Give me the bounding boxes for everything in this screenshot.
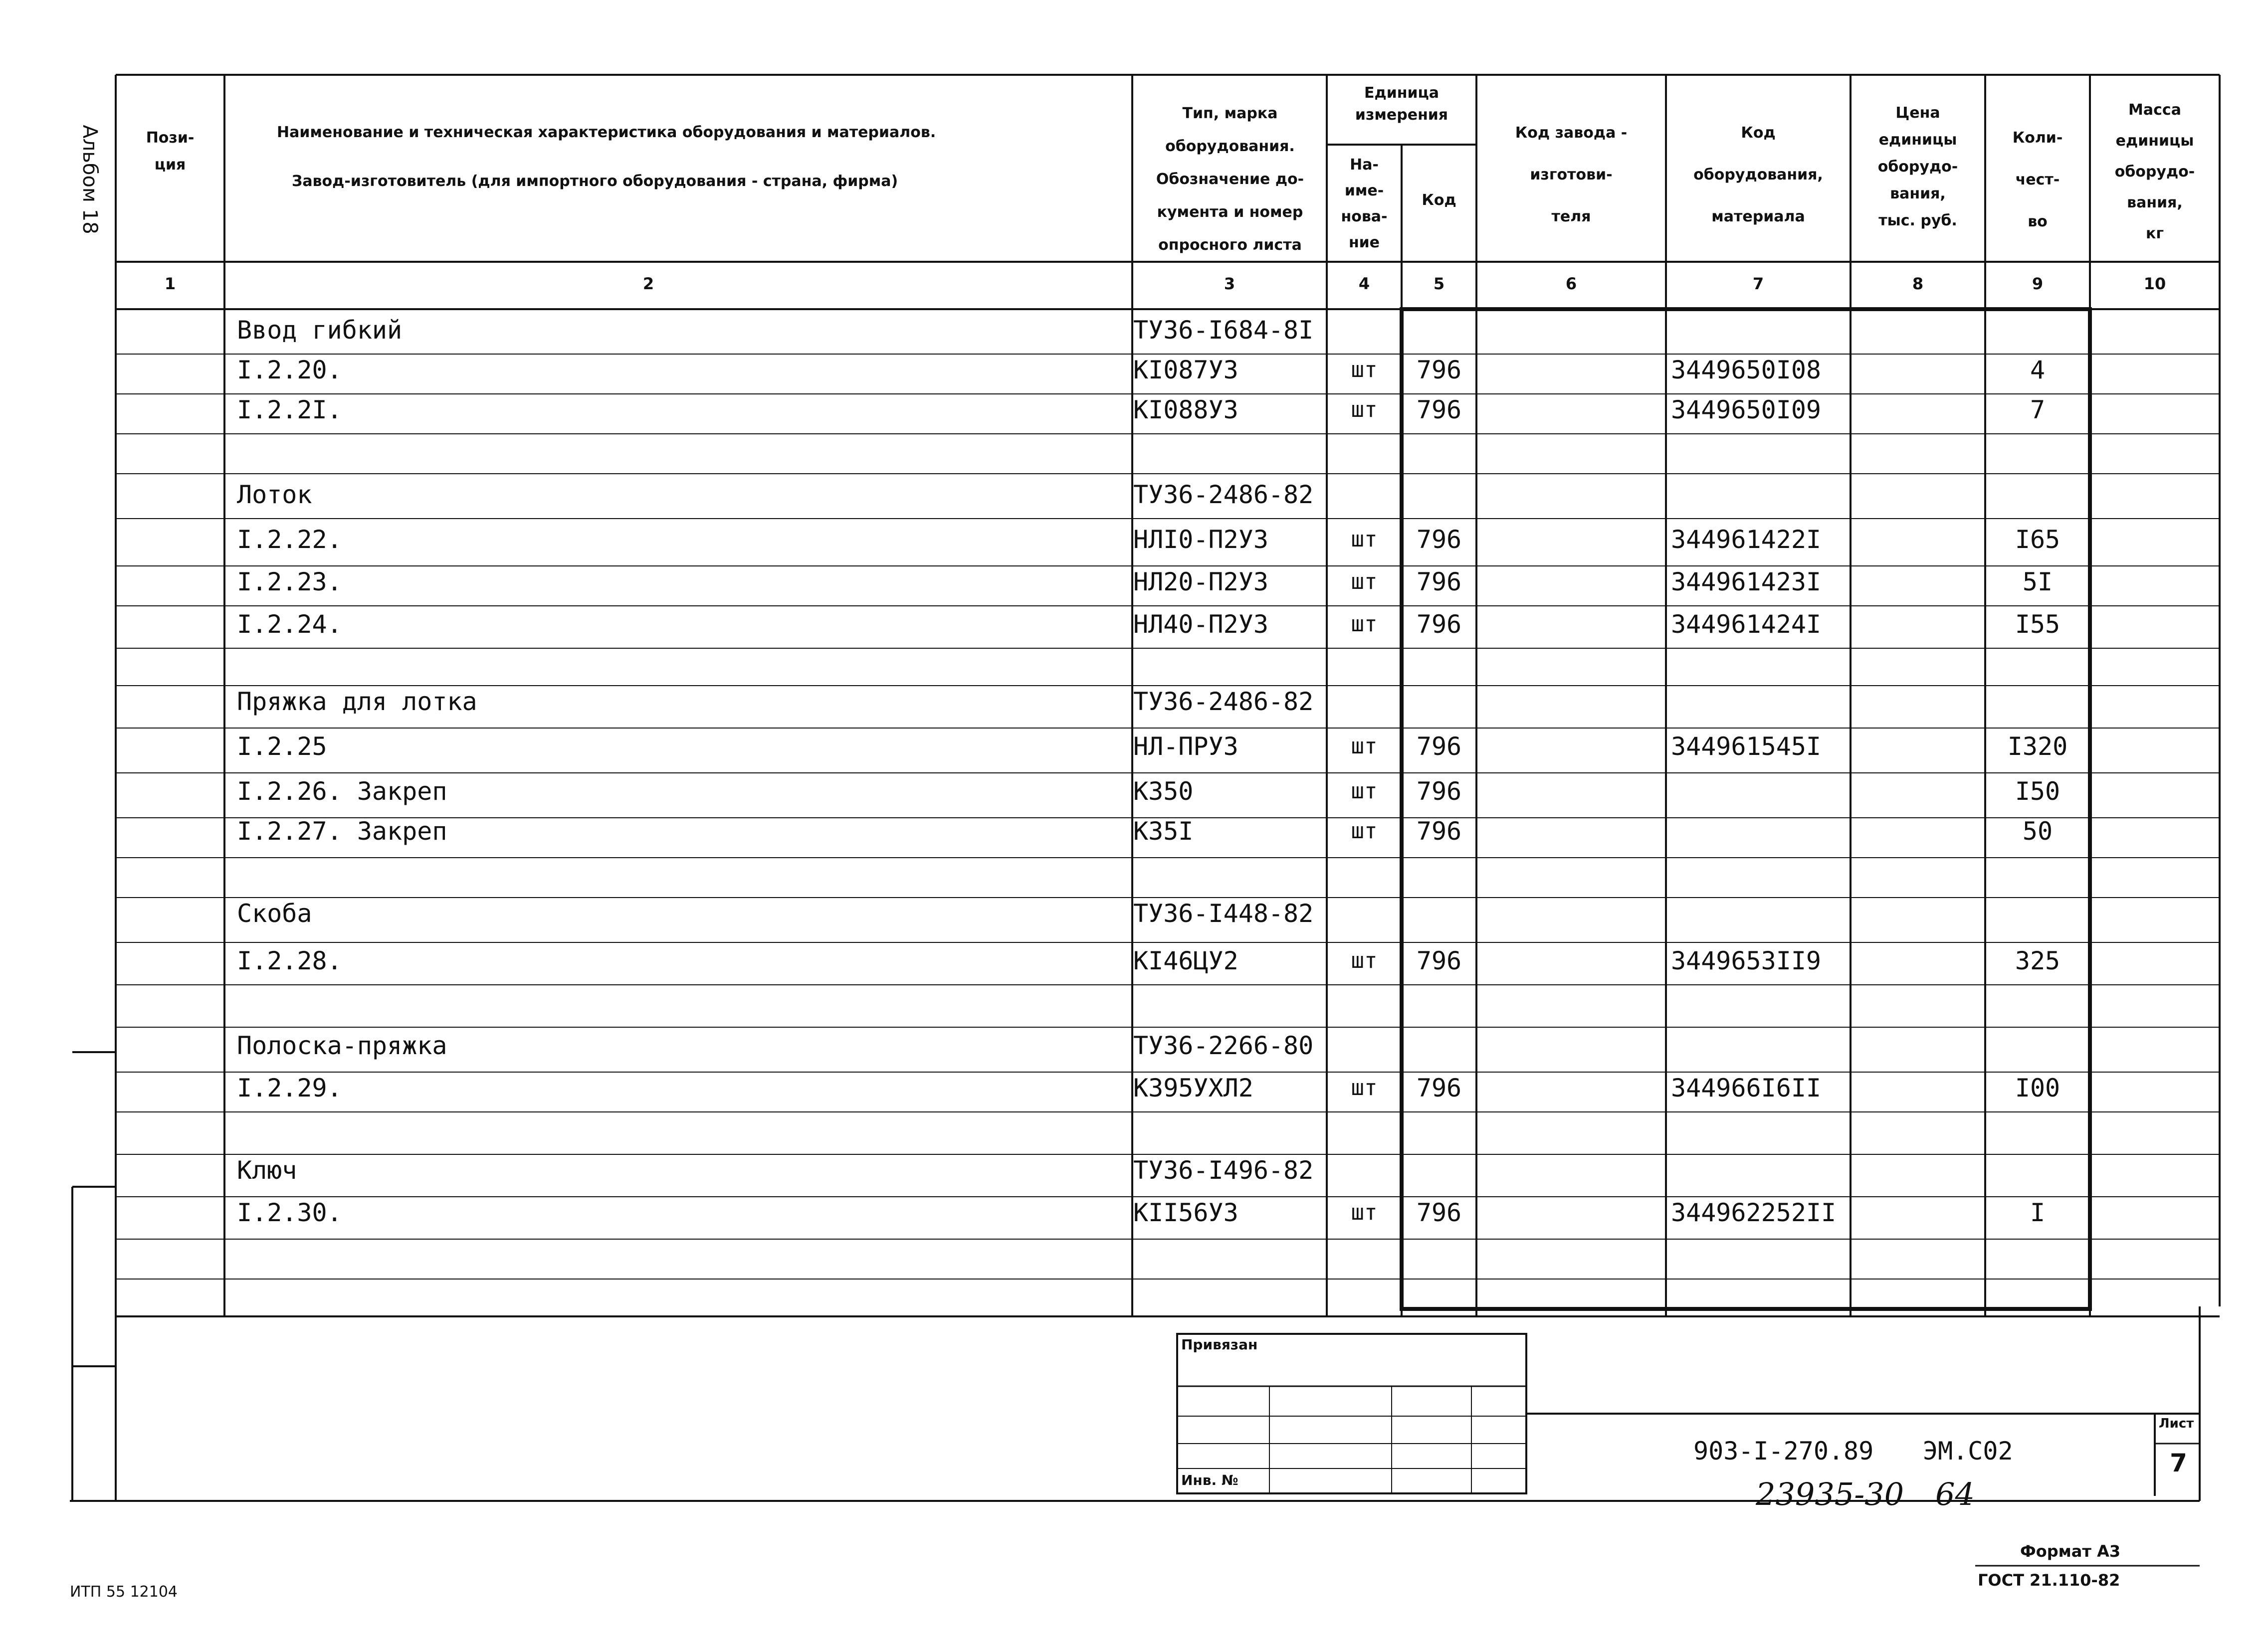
- row-code-cell: 796: [1416, 525, 1462, 554]
- row-name-cell: I.2.25: [237, 732, 327, 761]
- row-unit-cell: шт: [1351, 1075, 1378, 1100]
- row-unit-cell: шт: [1351, 611, 1378, 637]
- row-mat-cell: 3449650I08: [1671, 356, 1822, 384]
- row-type-cell: К395УХЛ2: [1133, 1074, 1253, 1102]
- row-type-cell: ТУ36-2266-80: [1133, 1031, 1314, 1060]
- row-code-cell: 796: [1416, 395, 1462, 424]
- row-qty-cell: I50: [2015, 777, 2061, 806]
- row-type-cell: К350: [1133, 777, 1194, 806]
- inventory-number-label: Инв. №: [1181, 1472, 1238, 1488]
- column-number: 10: [2143, 274, 2166, 293]
- row-code-cell: 796: [1416, 356, 1462, 384]
- row-type-cell: НЛ20-П2У3: [1133, 567, 1268, 596]
- column-number: 8: [1912, 274, 1924, 293]
- row-name-cell: I.2.24.: [237, 610, 342, 639]
- row-type-cell: ТУ36-2486-82: [1133, 687, 1314, 716]
- header-name-line2: Завод-изготовитель (для импортного оборудования - страна, фирма): [292, 173, 898, 190]
- row-qty-cell: I00: [2015, 1074, 2061, 1102]
- format-label: Формат А3: [2020, 1542, 2121, 1561]
- handwritten-page: 64: [1935, 1476, 1975, 1512]
- row-code-cell: 796: [1416, 1074, 1462, 1102]
- header-material-code: Код оборудования, материала: [1693, 124, 1823, 225]
- row-code-cell: 796: [1416, 1198, 1462, 1227]
- row-name-cell: Пряжка для лотка: [237, 687, 477, 716]
- sheet-number: 7: [2170, 1449, 2187, 1477]
- gost-label: ГОСТ 21.110-82: [1978, 1571, 2120, 1590]
- row-name-cell: Ввод гибкий: [237, 316, 403, 345]
- handwritten-number: 23935-30: [1756, 1476, 1904, 1512]
- header-position: Пози- ция: [146, 129, 195, 174]
- row-name-cell: I.2.28.: [237, 946, 342, 975]
- row-type-cell: К35I: [1133, 817, 1194, 846]
- row-mat-cell: 344961422I: [1671, 525, 1822, 554]
- header-type: Тип, марка оборудования. Обозначение до- кумента и номер опросного листа: [1156, 105, 1304, 254]
- row-name-cell: I.2.23.: [237, 567, 342, 596]
- print-code: ИТП 55 12104: [70, 1583, 178, 1601]
- row-name-cell: I.2.2I.: [237, 395, 342, 424]
- row-qty-cell: I55: [2015, 610, 2061, 639]
- row-type-cell: КI088У3: [1133, 395, 1238, 424]
- row-unit-cell: шт: [1351, 778, 1378, 804]
- sheet-label: Лист: [2159, 1416, 2194, 1431]
- row-unit-cell: шт: [1351, 357, 1378, 382]
- row-unit-cell: шт: [1351, 569, 1378, 594]
- document-code: 903-I-270.89: [1693, 1437, 1874, 1466]
- row-qty-cell: 7: [2030, 395, 2046, 424]
- column-number: 5: [1433, 274, 1445, 293]
- row-type-cell: НЛI0-П2У3: [1133, 525, 1268, 554]
- row-type-cell: КI46ЦУ2: [1133, 946, 1238, 975]
- row-code-cell: 796: [1416, 732, 1462, 761]
- row-mat-cell: 344966I6II: [1671, 1074, 1822, 1102]
- row-type-cell: ТУ36-I448-82: [1133, 899, 1314, 928]
- column-number: 2: [642, 274, 654, 293]
- row-code-cell: 796: [1416, 777, 1462, 806]
- row-qty-cell: 5I: [2022, 567, 2053, 596]
- row-qty-cell: 4: [2030, 356, 2046, 384]
- row-mat-cell: 344961423I: [1671, 567, 1822, 596]
- header-unit-name: На- име- нова- ние: [1341, 156, 1388, 251]
- row-name-cell: Лоток: [237, 480, 312, 509]
- row-name-cell: I.2.30.: [237, 1198, 342, 1227]
- header-name-line1: Наименование и техническая характеристика оборудования и материалов.: [277, 124, 936, 141]
- row-mat-cell: 3449653II9: [1671, 946, 1822, 975]
- row-code-cell: 796: [1416, 567, 1462, 596]
- row-name-cell: I.2.26. Закреп: [237, 777, 447, 806]
- row-unit-cell: шт: [1351, 818, 1378, 844]
- column-number: 4: [1358, 274, 1370, 293]
- row-type-cell: НЛ-ПРУ3: [1133, 732, 1238, 761]
- column-number: 3: [1224, 274, 1236, 293]
- album-label: Альбом 18: [78, 125, 101, 234]
- row-type-cell: ТУ36-2486-82: [1133, 480, 1314, 509]
- privyazan-label: Привязан: [1181, 1336, 1258, 1353]
- row-type-cell: НЛ40-П2У3: [1133, 610, 1268, 639]
- row-type-cell: ТУ36-I684-8I: [1133, 316, 1314, 345]
- row-name-cell: I.2.22.: [237, 525, 342, 554]
- column-number: 9: [2032, 274, 2044, 293]
- header-price: Цена единицы оборудо- вания, тыс. руб.: [1877, 104, 1958, 229]
- column-number: 7: [1752, 274, 1764, 293]
- row-qty-cell: I: [2030, 1198, 2046, 1227]
- row-code-cell: 796: [1416, 610, 1462, 639]
- row-unit-cell: шт: [1351, 948, 1378, 973]
- row-code-cell: 796: [1416, 817, 1462, 846]
- header-factory-code: Код завода - изготови- теля: [1515, 124, 1628, 225]
- row-unit-cell: шт: [1351, 1200, 1378, 1225]
- row-unit-cell: шт: [1351, 397, 1378, 422]
- row-mat-cell: 344961424I: [1671, 610, 1822, 639]
- row-name-cell: I.2.29.: [237, 1074, 342, 1102]
- header-unit-code: Код: [1422, 191, 1456, 209]
- row-name-cell: I.2.27. Закреп: [237, 817, 447, 846]
- row-name-cell: I.2.20.: [237, 356, 342, 384]
- row-type-cell: КII56У3: [1133, 1198, 1238, 1227]
- row-mat-cell: 344961545I: [1671, 732, 1822, 761]
- row-name-cell: Скоба: [237, 899, 312, 928]
- row-unit-cell: шт: [1351, 527, 1378, 552]
- header-mass: Масса единицы оборудо- вания, кг: [2114, 101, 2195, 242]
- row-unit-cell: шт: [1351, 733, 1378, 759]
- row-mat-cell: 3449650I09: [1671, 395, 1822, 424]
- row-name-cell: Полоска-пряжка: [237, 1031, 447, 1060]
- row-qty-cell: 325: [2015, 946, 2061, 975]
- row-qty-cell: I320: [2007, 732, 2068, 761]
- header-unit: Единица измерения: [1355, 84, 1448, 124]
- row-name-cell: Ключ: [237, 1156, 297, 1185]
- row-qty-cell: I65: [2015, 525, 2061, 554]
- row-type-cell: ТУ36-I496-82: [1133, 1156, 1314, 1185]
- row-code-cell: 796: [1416, 946, 1462, 975]
- column-number: 1: [164, 274, 176, 293]
- document-mark: ЭМ.С02: [1923, 1437, 2013, 1466]
- column-number: 6: [1565, 274, 1577, 293]
- header-quantity: Коли- чест- во: [2012, 129, 2063, 230]
- row-qty-cell: 50: [2022, 817, 2053, 846]
- row-mat-cell: 344962252II: [1671, 1198, 1837, 1227]
- row-type-cell: КI087У3: [1133, 356, 1238, 384]
